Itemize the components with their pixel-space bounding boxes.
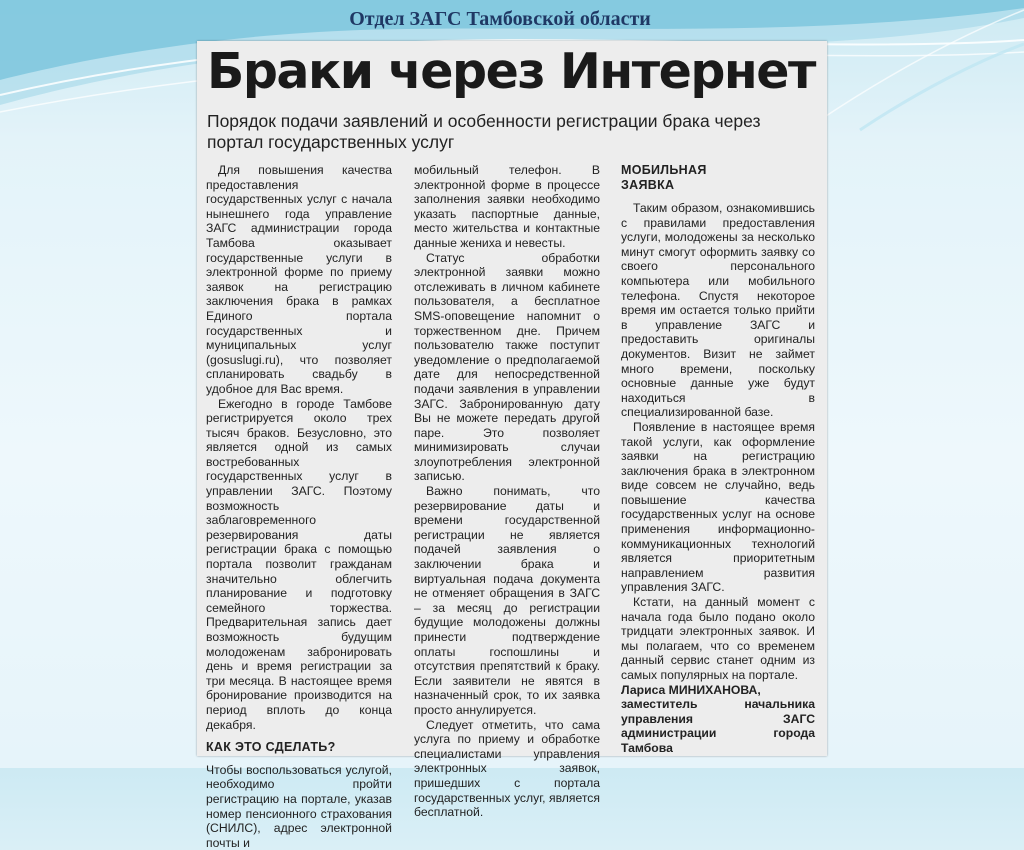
section-heading: МОБИЛЬНАЯ ЗАЯВКА (621, 163, 707, 192)
paragraph: Таким образом, ознакомившись с правилами предоставления услуги, молодожены за несколько минут смогут оформить заявку со своего персонального компьютера или мобильного телефона. Спустя некоторое время им остается только прийти в управление ЗАГС и предоставить оригиналы документов. Визит не займет много времени, поскольку основные данные уже будут находиться в специализированной базе. (621, 201, 815, 420)
article-column-3 (621, 163, 815, 756)
paragraph: Кстати, на данный момент с начала года было подано около тридцати электронных заявок. И мы полагаем, что со временем данный сервис станет одним из самых популярных на портале. (621, 595, 815, 682)
newspaper-clipping (197, 41, 827, 850)
paragraph: Ежегодно в городе Тамбове регистрируется около трех тысяч браков. Безусловно, это является одной из самых востребованных государственных услуг в управлении ЗАГС. Поэтому возможность заблаговременного резервирования даты регистрации брака с помощью портала позволит гражданам значительно облегчить планирование и подготовку семейного торжества. Предварительная запись дает возможность будущим молодоженам забронировать день и время регистрации за три месяца. В настоящее время бронирование производится на период вплоть до конца декабря. (206, 396, 392, 732)
section-heading: КАК ЭТО СДЕЛАТЬ? (206, 740, 336, 755)
paragraph: Появление в настоящее время такой услуги, как оформление заявки на регистрацию заключения брака в электронном виде совсем не случайно, ведь повышение качества государственных услуг на основе применения информационно-коммуникационных технологий является приоритетным направлением развития управления ЗАГС. (621, 419, 815, 595)
paragraph: Статус обработки электронной заявки можно отслеживать в личном кабинете пользователя, а бесплатное SMS-оповещение напомнит о торжественном дне. Причем пользователю также поступит уведомление о предполагаемой дате для непосредственной подачи заявления в управлении ЗАГС. Забронированную дату Вы не можете передать другой паре. Это позволяет минимизировать случаи злоупотребления электронной записью. (414, 250, 600, 484)
paragraph: мобильный телефон. В электронной форме в процессе заполнения заявки необходимо указать паспортные данные, место жительства и контактные данные жениха и невесты. (414, 163, 600, 250)
paragraph: Чтобы воспользоваться услугой, необходимо пройти регистрацию на портале, указав номер пенсионного страхования (СНИЛС), адрес электронной почты и (206, 762, 392, 850)
author-role: заместитель начальника управления ЗАГС администрации города Тамбова (621, 697, 815, 755)
paragraph: Следует отметить, что сама услуга по приему и обработке специалистами управления электронных заявок, пришедших с портала государственных услуг, является бесплатной. (414, 717, 600, 820)
paragraph: Для повышения качества предоставления государственных услуг с начала нынешнего года управление ЗАГС администрации города Тамбова оказывает государственные услуги в электронной форме по приему заявок на регистрацию заключения брака в рамках Единого портала государственных и муниципальных услуг (gosuslugi.ru), что позволяет спланировать свадьбу в удобное для Вас время. (206, 163, 392, 396)
article-column-1 (206, 163, 392, 850)
paragraph: Важно понимать, что резервирование даты и времени государственной регистрации не является подачей заявления о заключении брака и виртуальная подача документа не отменяет обращения в ЗАГС – за месяц до регистрации будущие молодожены должны принести подтверждение оплаты госпошлины и отсутствия препятствий к браку. Если заявители не явятся в назначенный срок, то их заявка просто аннулируется. (414, 484, 600, 717)
slide-title: Отдел ЗАГС Тамбовской области (349, 8, 651, 30)
article-column-2 (414, 163, 600, 820)
article-headline: Браки через Интернет (207, 43, 815, 100)
author-name: Лариса МИНИХАНОВА, (621, 682, 761, 697)
article-subheading: Порядок подачи заявлений и особенности регистрации брака через портал государственных услуг (207, 111, 761, 152)
